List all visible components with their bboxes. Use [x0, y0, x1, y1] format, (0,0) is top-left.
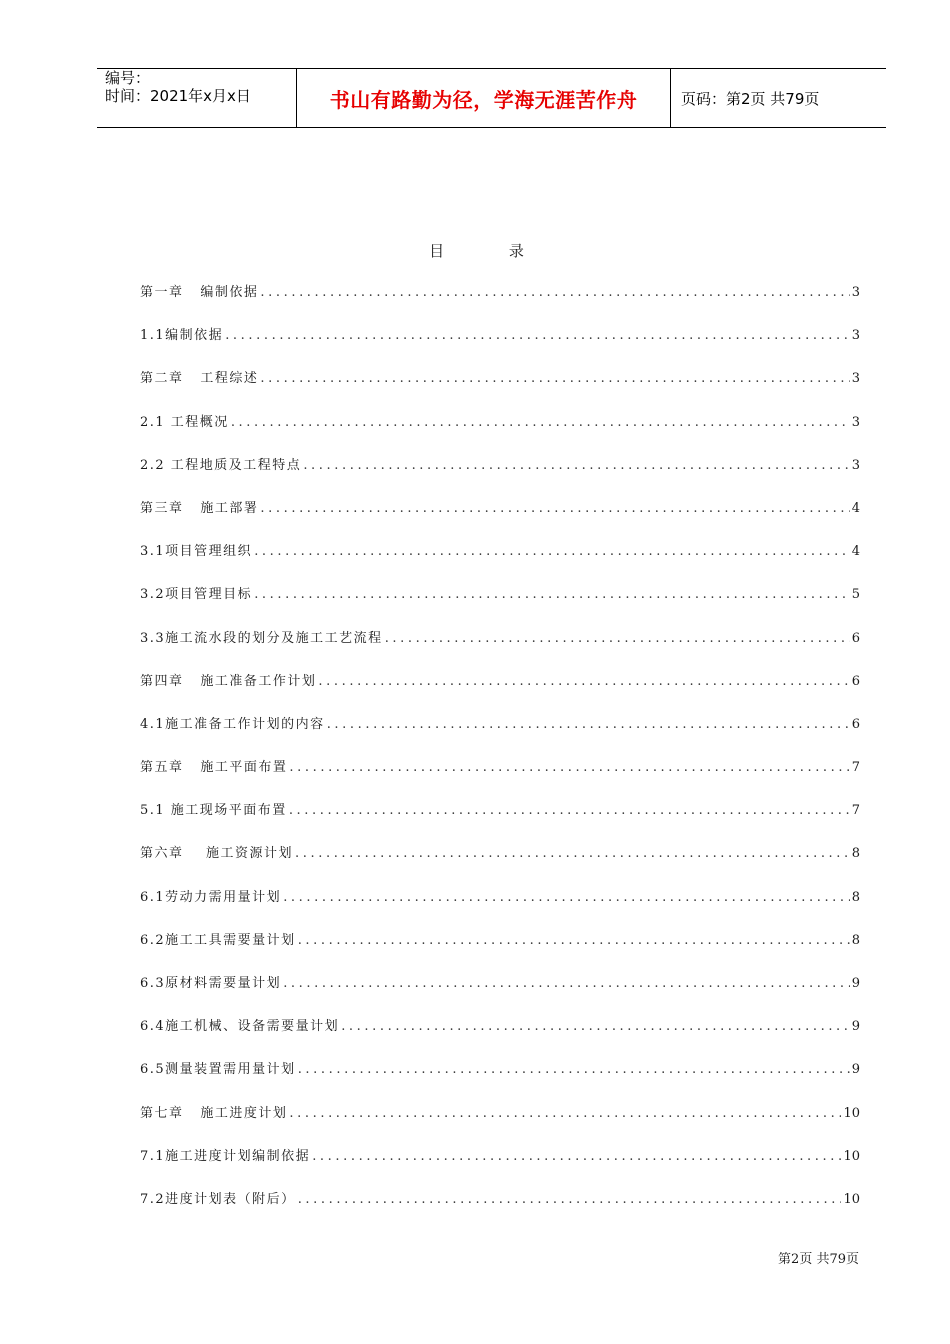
toc-leader-dots	[318, 674, 849, 689]
toc-entry-page: 8	[851, 932, 860, 948]
toc-entry-label: 6.3原材料需要量计划	[140, 976, 282, 991]
toc-entry-label: 7.1施工进度计划编制依据	[140, 1148, 311, 1164]
toc-entry-page: 3	[851, 371, 860, 387]
toc-entry[interactable]	[140, 929, 860, 972]
toc-entry[interactable]	[140, 713, 860, 756]
toc-entry-page: 10	[843, 1191, 860, 1207]
toc-entry-label: 1.1编制依据	[140, 328, 224, 344]
toc-entry-page: 6	[851, 630, 860, 646]
toc-entry-label: 第二章 工程综述	[140, 371, 259, 387]
toc-leader-dots	[303, 458, 849, 473]
toc-entry[interactable]	[140, 799, 860, 842]
toc-entry-label: 6.2施工工具需要量计划	[140, 932, 296, 948]
toc-entry-page: 10	[843, 1148, 860, 1164]
toc-entry[interactable]	[140, 281, 860, 324]
header-motto: 书山有路勤为径，学海无涯苦作舟	[297, 69, 671, 127]
toc-leader-dots	[254, 544, 850, 559]
toc-entry[interactable]	[140, 670, 860, 713]
serial-label: 编号：	[105, 69, 151, 87]
toc-entry[interactable]	[140, 497, 860, 540]
toc-entry-label: 第四章 施工准备工作计划	[140, 673, 317, 689]
toc-entry[interactable]	[140, 583, 860, 626]
toc-entry-page: 6	[851, 673, 860, 689]
toc-entry[interactable]	[140, 1188, 860, 1231]
toc-entry-label: 第七章 施工进度计划	[140, 1105, 288, 1121]
toc-leader-dots	[289, 760, 849, 775]
toc-entry-label: 6.1劳动力需用量计划	[140, 889, 282, 905]
toc-leader-dots	[225, 328, 850, 343]
toc-entry[interactable]	[140, 842, 860, 885]
toc-entry[interactable]	[140, 886, 860, 929]
toc-title: 目 录	[429, 242, 554, 260]
toc-entry-page: 9	[851, 1062, 860, 1078]
toc-entry-label: 2.1 工程概况	[140, 414, 229, 430]
page-header	[97, 68, 886, 128]
header-meta	[97, 69, 297, 127]
toc-entry-label: 3.3施工流水段的划分及施工工艺流程	[140, 630, 383, 646]
toc-entry-label: 4.1施工准备工作计划的内容	[140, 716, 325, 732]
toc-entry-label: 6.4施工机械、设备需要量计划	[140, 1019, 340, 1035]
toc-leader-dots	[298, 933, 850, 948]
toc-entry-page: 3	[851, 457, 860, 473]
toc-leader-dots	[260, 285, 849, 300]
toc-entry-label: 6.5测量装置需用量计划	[140, 1062, 296, 1078]
toc-entry[interactable]	[140, 324, 860, 367]
toc-entry-label: 3.2项目管理目标	[140, 587, 253, 603]
toc-leader-dots	[254, 587, 850, 602]
toc-entry-page: 9	[851, 1019, 860, 1035]
toc-leader-dots	[283, 976, 850, 991]
toc-entry[interactable]	[140, 1145, 860, 1188]
toc-entry[interactable]	[140, 972, 860, 1015]
toc-leader-dots	[231, 415, 850, 430]
toc-entry-page: 6	[851, 716, 860, 732]
toc-entry-page: 3	[851, 414, 860, 430]
toc-entry-label: 7.2进度计划表（附后）	[140, 1191, 296, 1207]
toc-entry[interactable]	[140, 454, 860, 497]
toc-entry-label: 第三章 施工部署	[140, 500, 259, 516]
toc-entry-page: 4	[851, 544, 860, 560]
toc-leader-dots	[289, 1106, 841, 1121]
toc-entry-label: 第六章 施工资源计划	[140, 846, 294, 862]
toc-entry[interactable]	[140, 1058, 860, 1101]
toc-entry-label: 第五章 施工平面布置	[140, 760, 288, 776]
toc-leader-dots	[312, 1149, 841, 1164]
toc-entry[interactable]	[140, 756, 860, 799]
toc-leader-dots	[289, 803, 850, 818]
toc-entry[interactable]	[140, 1015, 860, 1058]
toc-entry-page: 8	[851, 846, 860, 862]
toc-entry-page: 5	[851, 587, 860, 603]
toc-leader-dots	[341, 1019, 850, 1034]
toc-entry-page: 10	[843, 1105, 860, 1121]
toc-entry-page: 7	[851, 803, 860, 819]
toc-entry-label: 第一章 编制依据	[140, 285, 259, 300]
toc-entry[interactable]	[140, 411, 860, 454]
toc-entry-page: 7	[851, 760, 860, 776]
toc-entry-page: 9	[851, 976, 860, 991]
toc-leader-dots	[298, 1062, 850, 1077]
toc-leader-dots	[385, 631, 850, 646]
toc-entry-page: 3	[851, 328, 860, 344]
toc-leader-dots	[295, 846, 850, 861]
toc-entry-page: 8	[851, 889, 860, 905]
toc-entry[interactable]	[140, 1102, 860, 1145]
header-page-info: 页码：第2页 共79页	[681, 89, 820, 108]
toc-entry-label: 2.2 工程地质及工程特点	[140, 457, 302, 473]
toc-entry[interactable]	[140, 367, 860, 410]
toc-entry-label: 3.1项目管理组织	[140, 544, 253, 560]
toc-leader-dots	[260, 371, 849, 386]
toc-leader-dots	[283, 890, 850, 905]
table-of-contents	[140, 281, 860, 1231]
toc-leader-dots	[298, 1192, 842, 1207]
toc-entry[interactable]	[140, 627, 860, 670]
toc-leader-dots	[327, 717, 850, 732]
toc-entry[interactable]	[140, 540, 860, 583]
time-label: 时间：2021年x月x日	[105, 87, 251, 105]
toc-leader-dots	[260, 501, 849, 516]
page-footer: 第2页 共79页	[778, 1252, 859, 1267]
toc-entry-label: 5.1 施工现场平面布置	[140, 803, 287, 819]
toc-entry-page: 3	[851, 285, 860, 300]
toc-entry-page: 4	[851, 500, 860, 516]
